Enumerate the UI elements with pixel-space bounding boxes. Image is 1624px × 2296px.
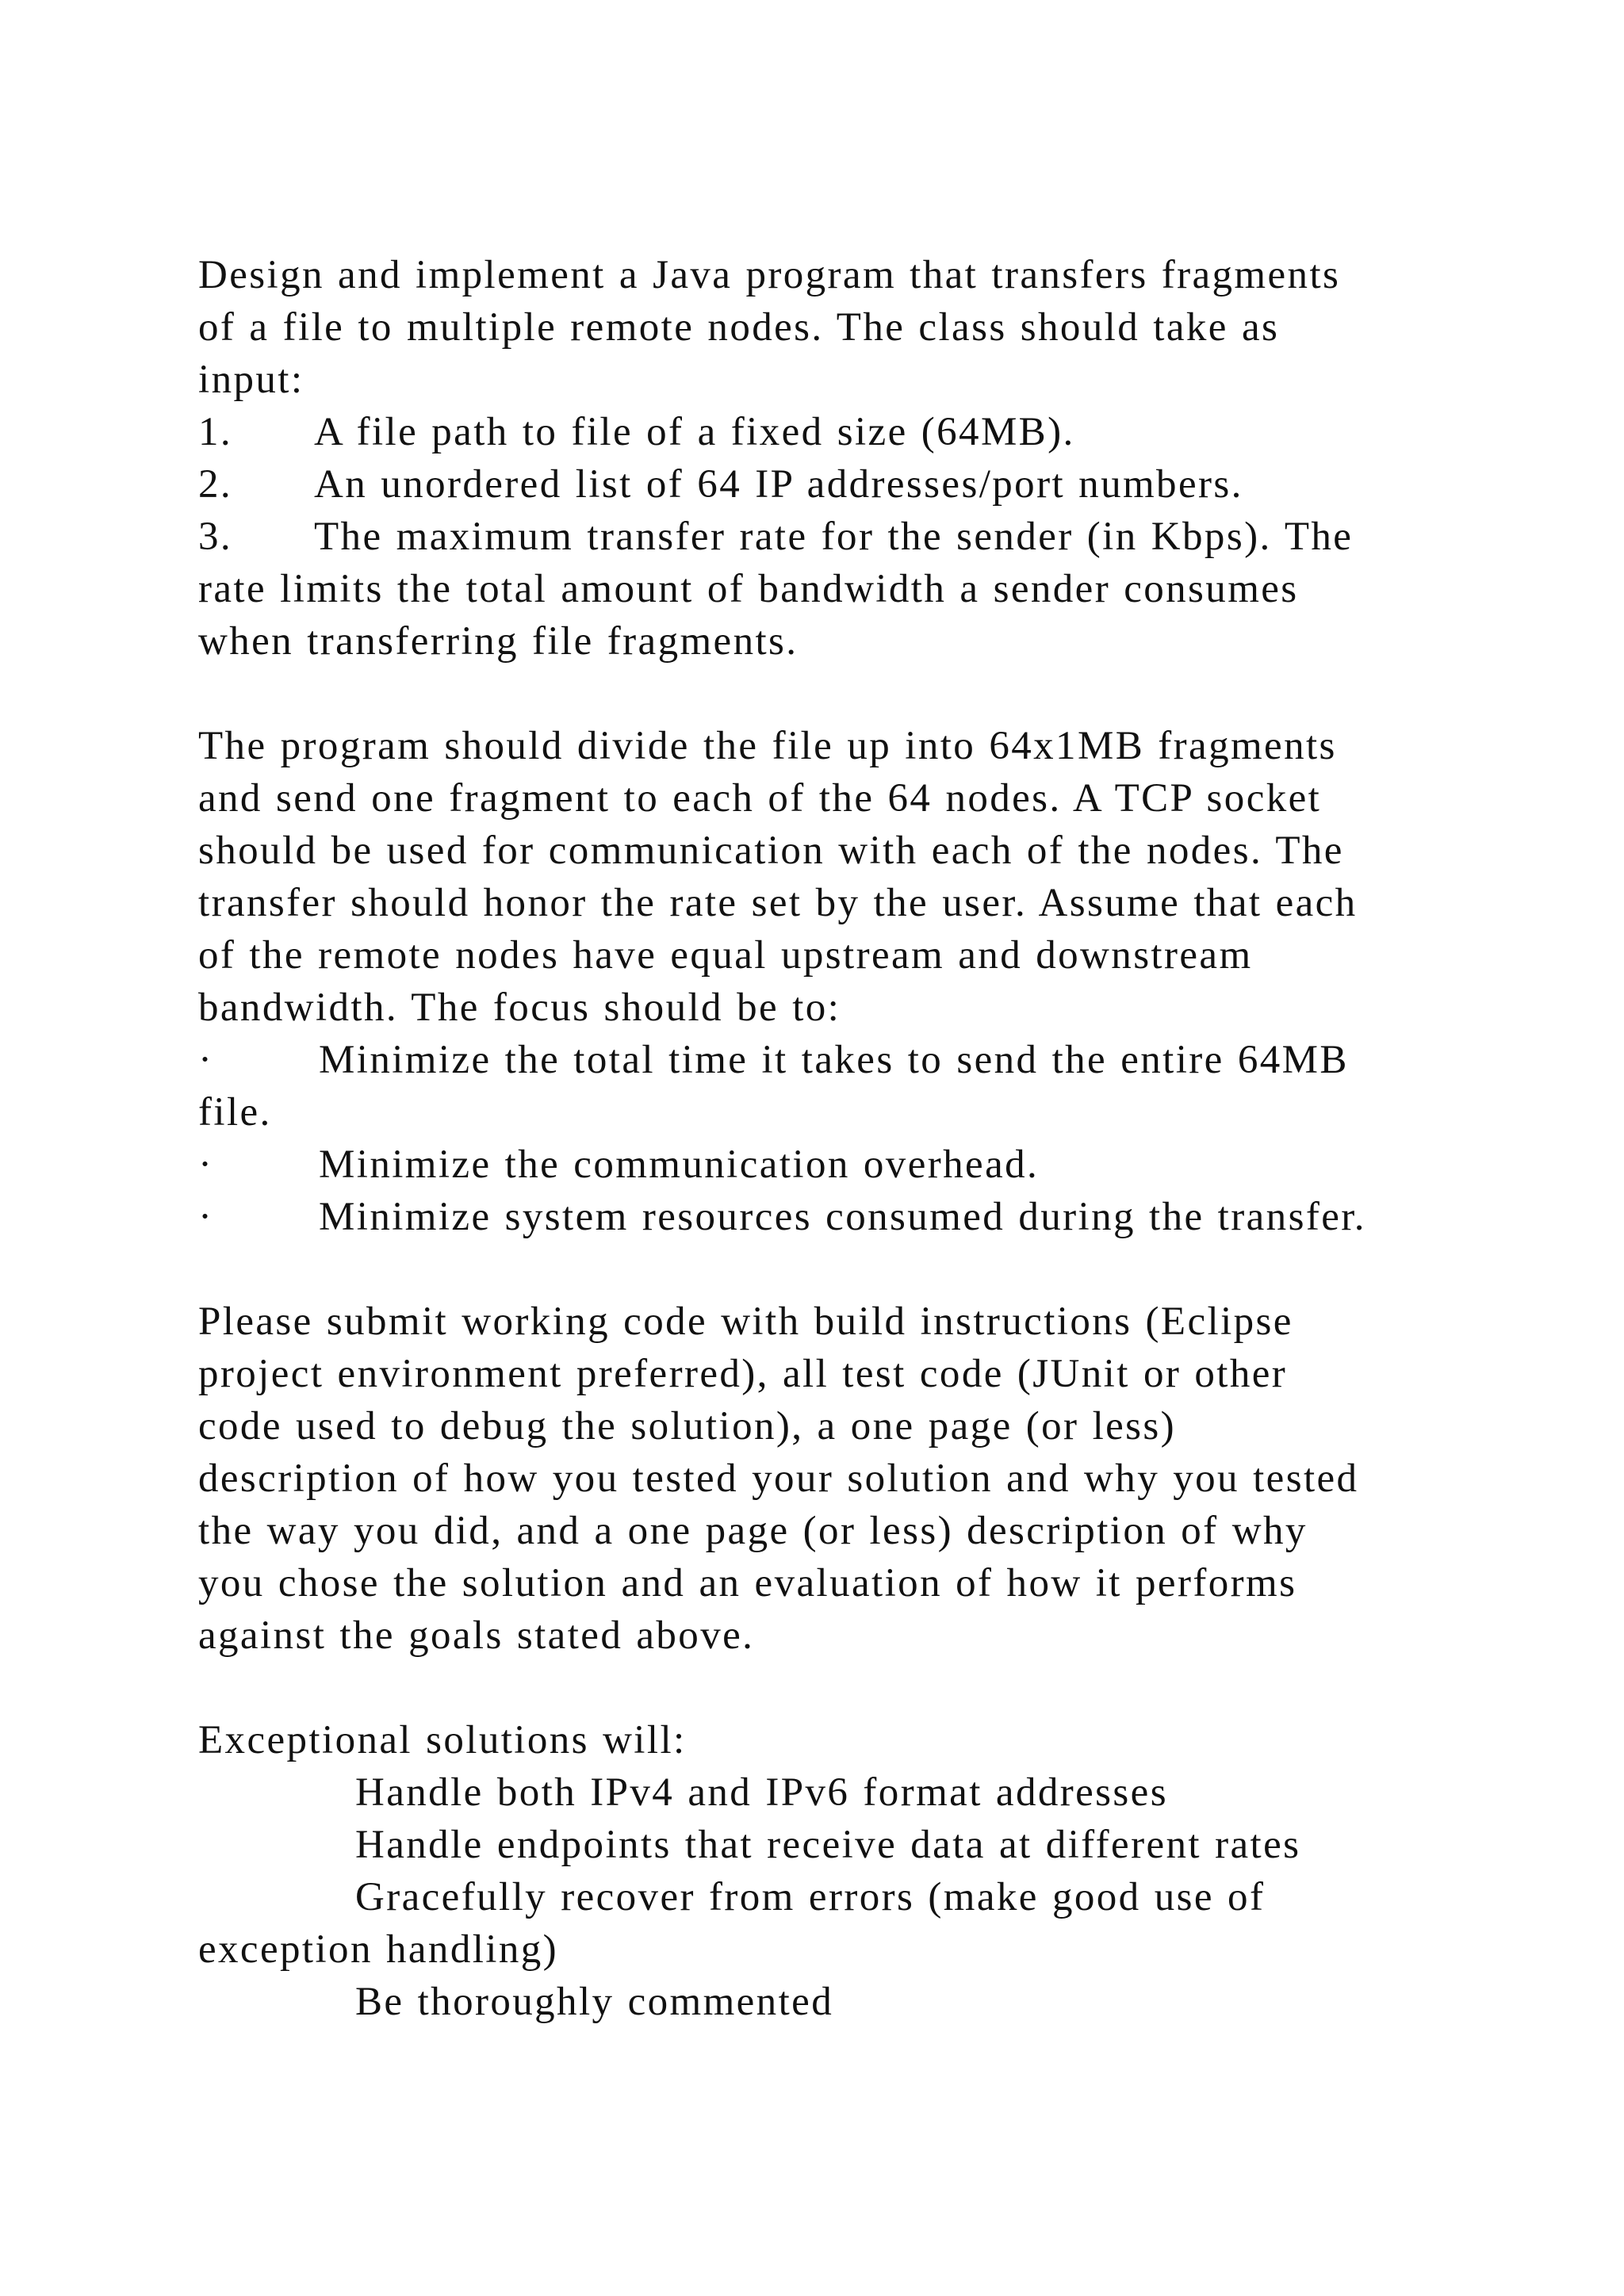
intro-line: Design and implement a Java program that transfers fragments	[198, 253, 1341, 297]
submit-line: project environment preferred), all test code (JUnit or other	[198, 1352, 1288, 1396]
program-line: The program should divide the file up into 64x1MB fragments	[198, 724, 1337, 768]
program-line: transfer should honor the rate set by the user. Assume that each	[198, 881, 1358, 925]
input-item-3	[198, 511, 1562, 563]
input-item-continuation: rate limits the total amount of bandwidth a sender consumes	[198, 567, 1299, 611]
input-item-text: An unordered list of 64 IP addresses/port numbers.	[314, 462, 1243, 507]
document-body	[198, 249, 1562, 2028]
exceptional-continuation: exception handling)	[198, 1927, 559, 1972]
exceptional-item	[198, 1976, 1562, 2028]
input-item-text: A file path to file of a fixed size (64MB).	[314, 410, 1075, 454]
paragraph-gap	[198, 1662, 1562, 1714]
exceptional-text: Handle endpoints that receive data at different rates	[355, 1823, 1301, 1867]
submit-line: against the goals stated above.	[198, 1613, 755, 1658]
goal-item	[198, 1034, 1562, 1086]
input-item-text: The maximum transfer rate for the sender (in Kbps). The	[314, 515, 1354, 559]
intro-line: input:	[198, 358, 304, 402]
goal-item	[198, 1138, 1562, 1191]
paragraph-gap	[198, 668, 1562, 720]
goal-continuation: file.	[198, 1090, 272, 1135]
submit-line: description of how you tested your solution and why you tested	[198, 1456, 1359, 1501]
exceptional-text: Handle both IPv4 and IPv6 format addresses	[355, 1770, 1168, 1815]
submit-line: Please submit working code with build instructions (Eclipse	[198, 1299, 1293, 1344]
submit-line: you chose the solution and an evaluation of how it performs	[198, 1561, 1297, 1605]
exceptional-text: Gracefully recover from errors (make good use of	[355, 1875, 1266, 1919]
intro-line: of a file to multiple remote nodes. The class should take as	[198, 305, 1280, 350]
paragraph-gap	[198, 1243, 1562, 1295]
input-item-continuation: when transferring file fragments.	[198, 619, 799, 664]
goal-text: Minimize the total time it takes to send the entire 64MB	[319, 1038, 1349, 1082]
input-item-number: 3.	[198, 515, 233, 559]
exceptional-item	[198, 1871, 1562, 1923]
input-item-number: 1.	[198, 410, 233, 454]
submit-line: code used to debug the solution), a one page (or less)	[198, 1404, 1177, 1448]
input-item-1	[198, 406, 1562, 458]
program-line: of the remote nodes have equal upstream and downstream	[198, 933, 1253, 978]
exceptional-item	[198, 1766, 1562, 1819]
bullet-marker: ·	[198, 1195, 214, 1239]
bullet-marker: ·	[198, 1142, 214, 1187]
input-item-number: 2.	[198, 462, 233, 507]
input-item-2	[198, 458, 1562, 511]
submit-line: the way you did, and a one page (or less) description of why	[198, 1509, 1308, 1553]
goal-text: Minimize system resources consumed during the transfer.	[319, 1195, 1366, 1239]
exceptional-item	[198, 1819, 1562, 1871]
program-line: bandwidth. The focus should be to:	[198, 985, 841, 1030]
exceptional-heading: Exceptional solutions will:	[198, 1718, 687, 1762]
bullet-marker: ·	[198, 1038, 214, 1082]
exceptional-text: Be thoroughly commented	[355, 1980, 834, 2024]
goal-text: Minimize the communication overhead.	[319, 1142, 1040, 1187]
goal-item	[198, 1191, 1562, 1243]
program-line: should be used for communication with each of the nodes. The	[198, 828, 1344, 873]
program-line: and send one fragment to each of the 64 nodes. A TCP socket	[198, 776, 1322, 821]
